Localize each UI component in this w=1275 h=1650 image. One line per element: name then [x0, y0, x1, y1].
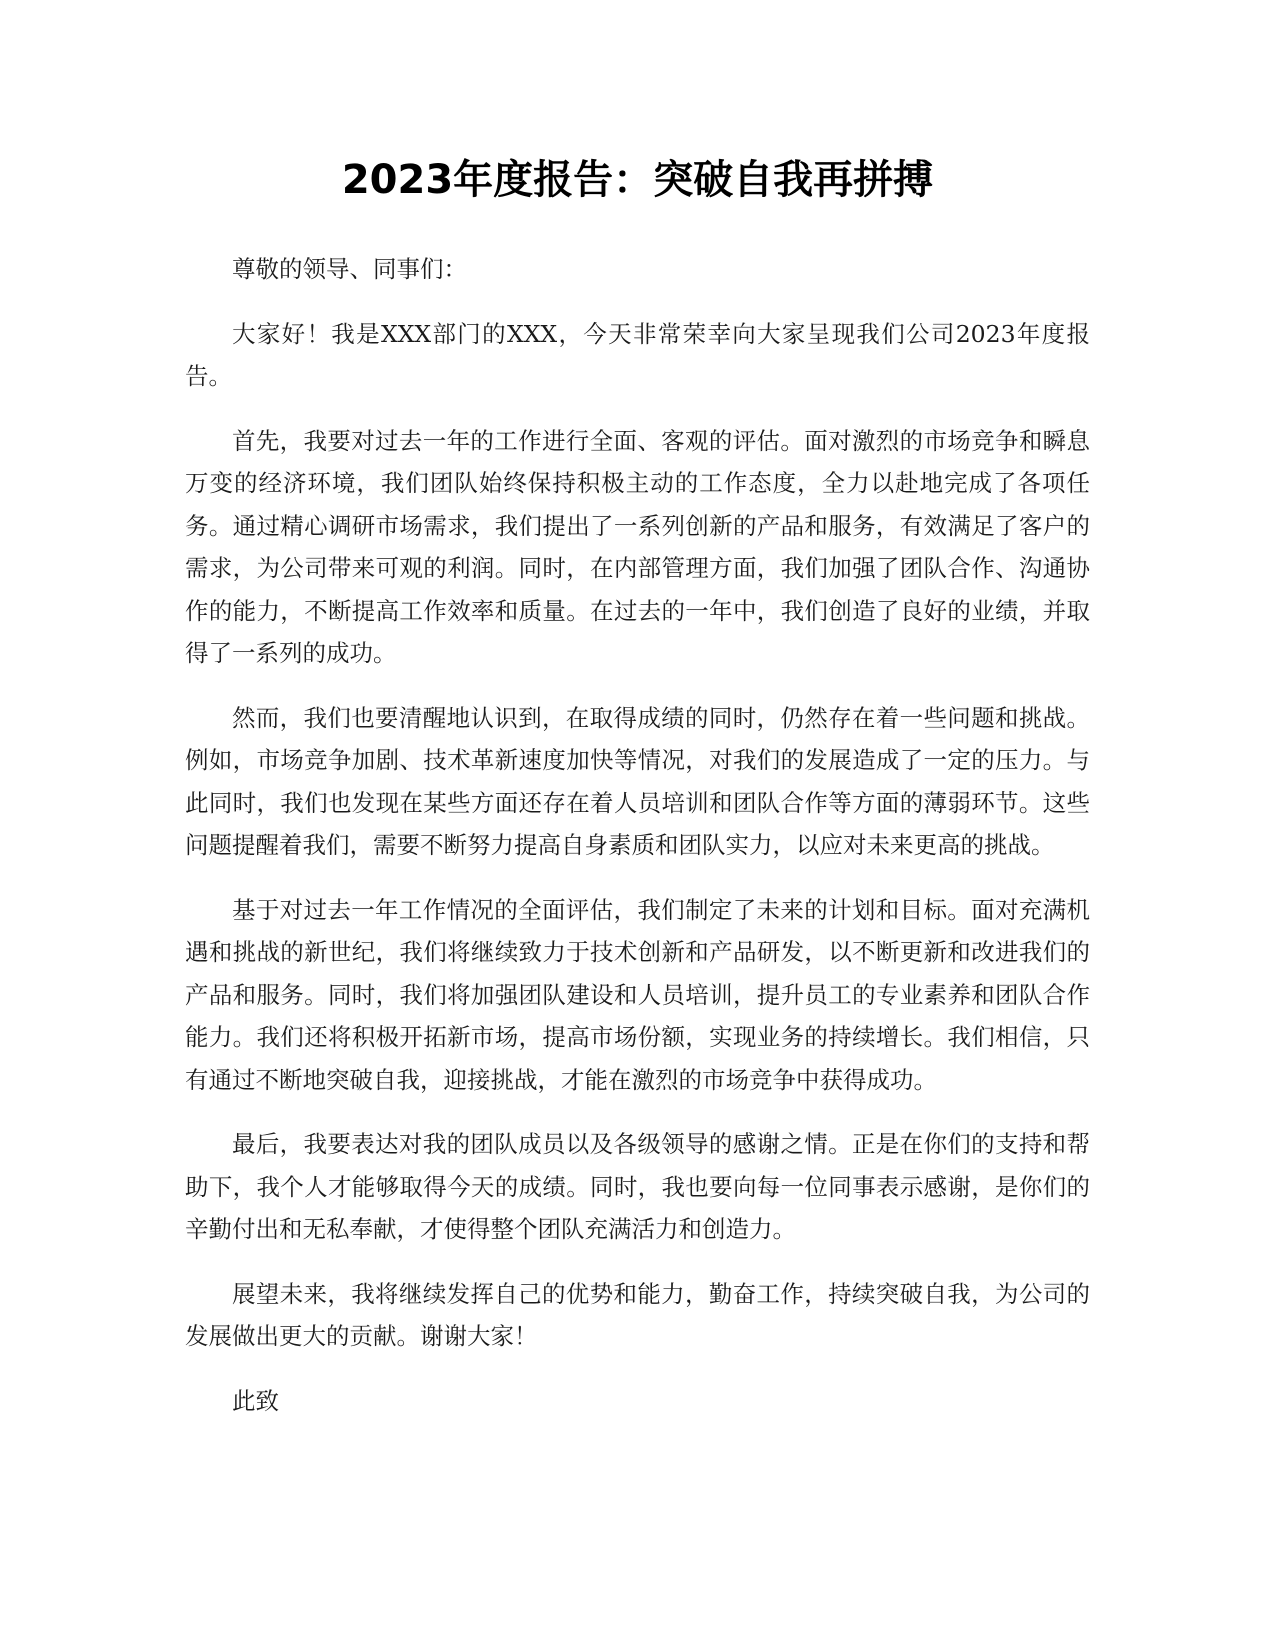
paragraph-outlook: 展望未来，我将继续发挥自己的优势和能力，勤奋工作，持续突破自我，为公司的发展做出更大的贡献。谢谢大家！	[185, 1279, 1090, 1350]
paragraph-greeting: 大家好！我是XXX部门的XXX，今天非常荣幸向大家呈现我们公司2023年度报告。	[185, 319, 1090, 390]
closing: 此致	[232, 1386, 279, 1415]
paragraph-thanks: 最后，我要表达对我的团队成员以及各级领导的感谢之情。正是在你们的支持和帮助下，我个人才能够取得今天的成绩。同时，我也要向每一位同事表示感谢，是你们的辛勤付出和无私奉献，才使得整个团队充满活力和创造力。	[185, 1130, 1090, 1243]
document-body	[185, 248, 1090, 1444]
salutation: 尊敬的领导、同事们：	[232, 255, 467, 283]
document-title: 2023年度报告：突破自我再拼搏	[341, 157, 934, 203]
paragraph-plans: 基于对过去一年工作情况的全面评估，我们制定了未来的计划和目标。面对充满机遇和挑战的新世纪，我们将继续致力于技术创新和产品研发，以不断更新和改进我们的产品和服务。同时，我们将加强团队建设和人员培训，提升员工的专业素养和团队合作能力。我们还将积极开拓新市场，提高市场份额，实现业务的持续增长。我们相信，只有通过不断地突破自我，迎接挑战，才能在激烈的市场竞争中获得成功。	[185, 895, 1090, 1094]
paragraph-challenges: 然而，我们也要清醒地认识到，在取得成绩的同时，仍然存在着一些问题和挑战。例如，市场竞争加剧、技术革新速度加快等情况，对我们的发展造成了一定的压力。与此同时，我们也发现在某些方面还存在着人员培训和团队合作等方面的薄弱环节。这些问题提醒着我们，需要不断努力提高自身素质和团队实力，以应对未来更高的挑战。	[185, 703, 1090, 859]
paragraph-evaluation: 首先，我要对过去一年的工作进行全面、客观的评估。面对激烈的市场竞争和瞬息万变的经济环境，我们团队始终保持积极主动的工作态度，全力以赴地完成了各项任务。通过精心调研市场需求，我们提出了一系列创新的产品和服务，有效满足了客户的需求，为公司带来可观的利润。同时，在内部管理方面，我们加强了团队合作、沟通协作的能力，不断提高工作效率和质量。在过去的一年中，我们创造了良好的业绩，并取得了一系列的成功。	[185, 426, 1090, 667]
